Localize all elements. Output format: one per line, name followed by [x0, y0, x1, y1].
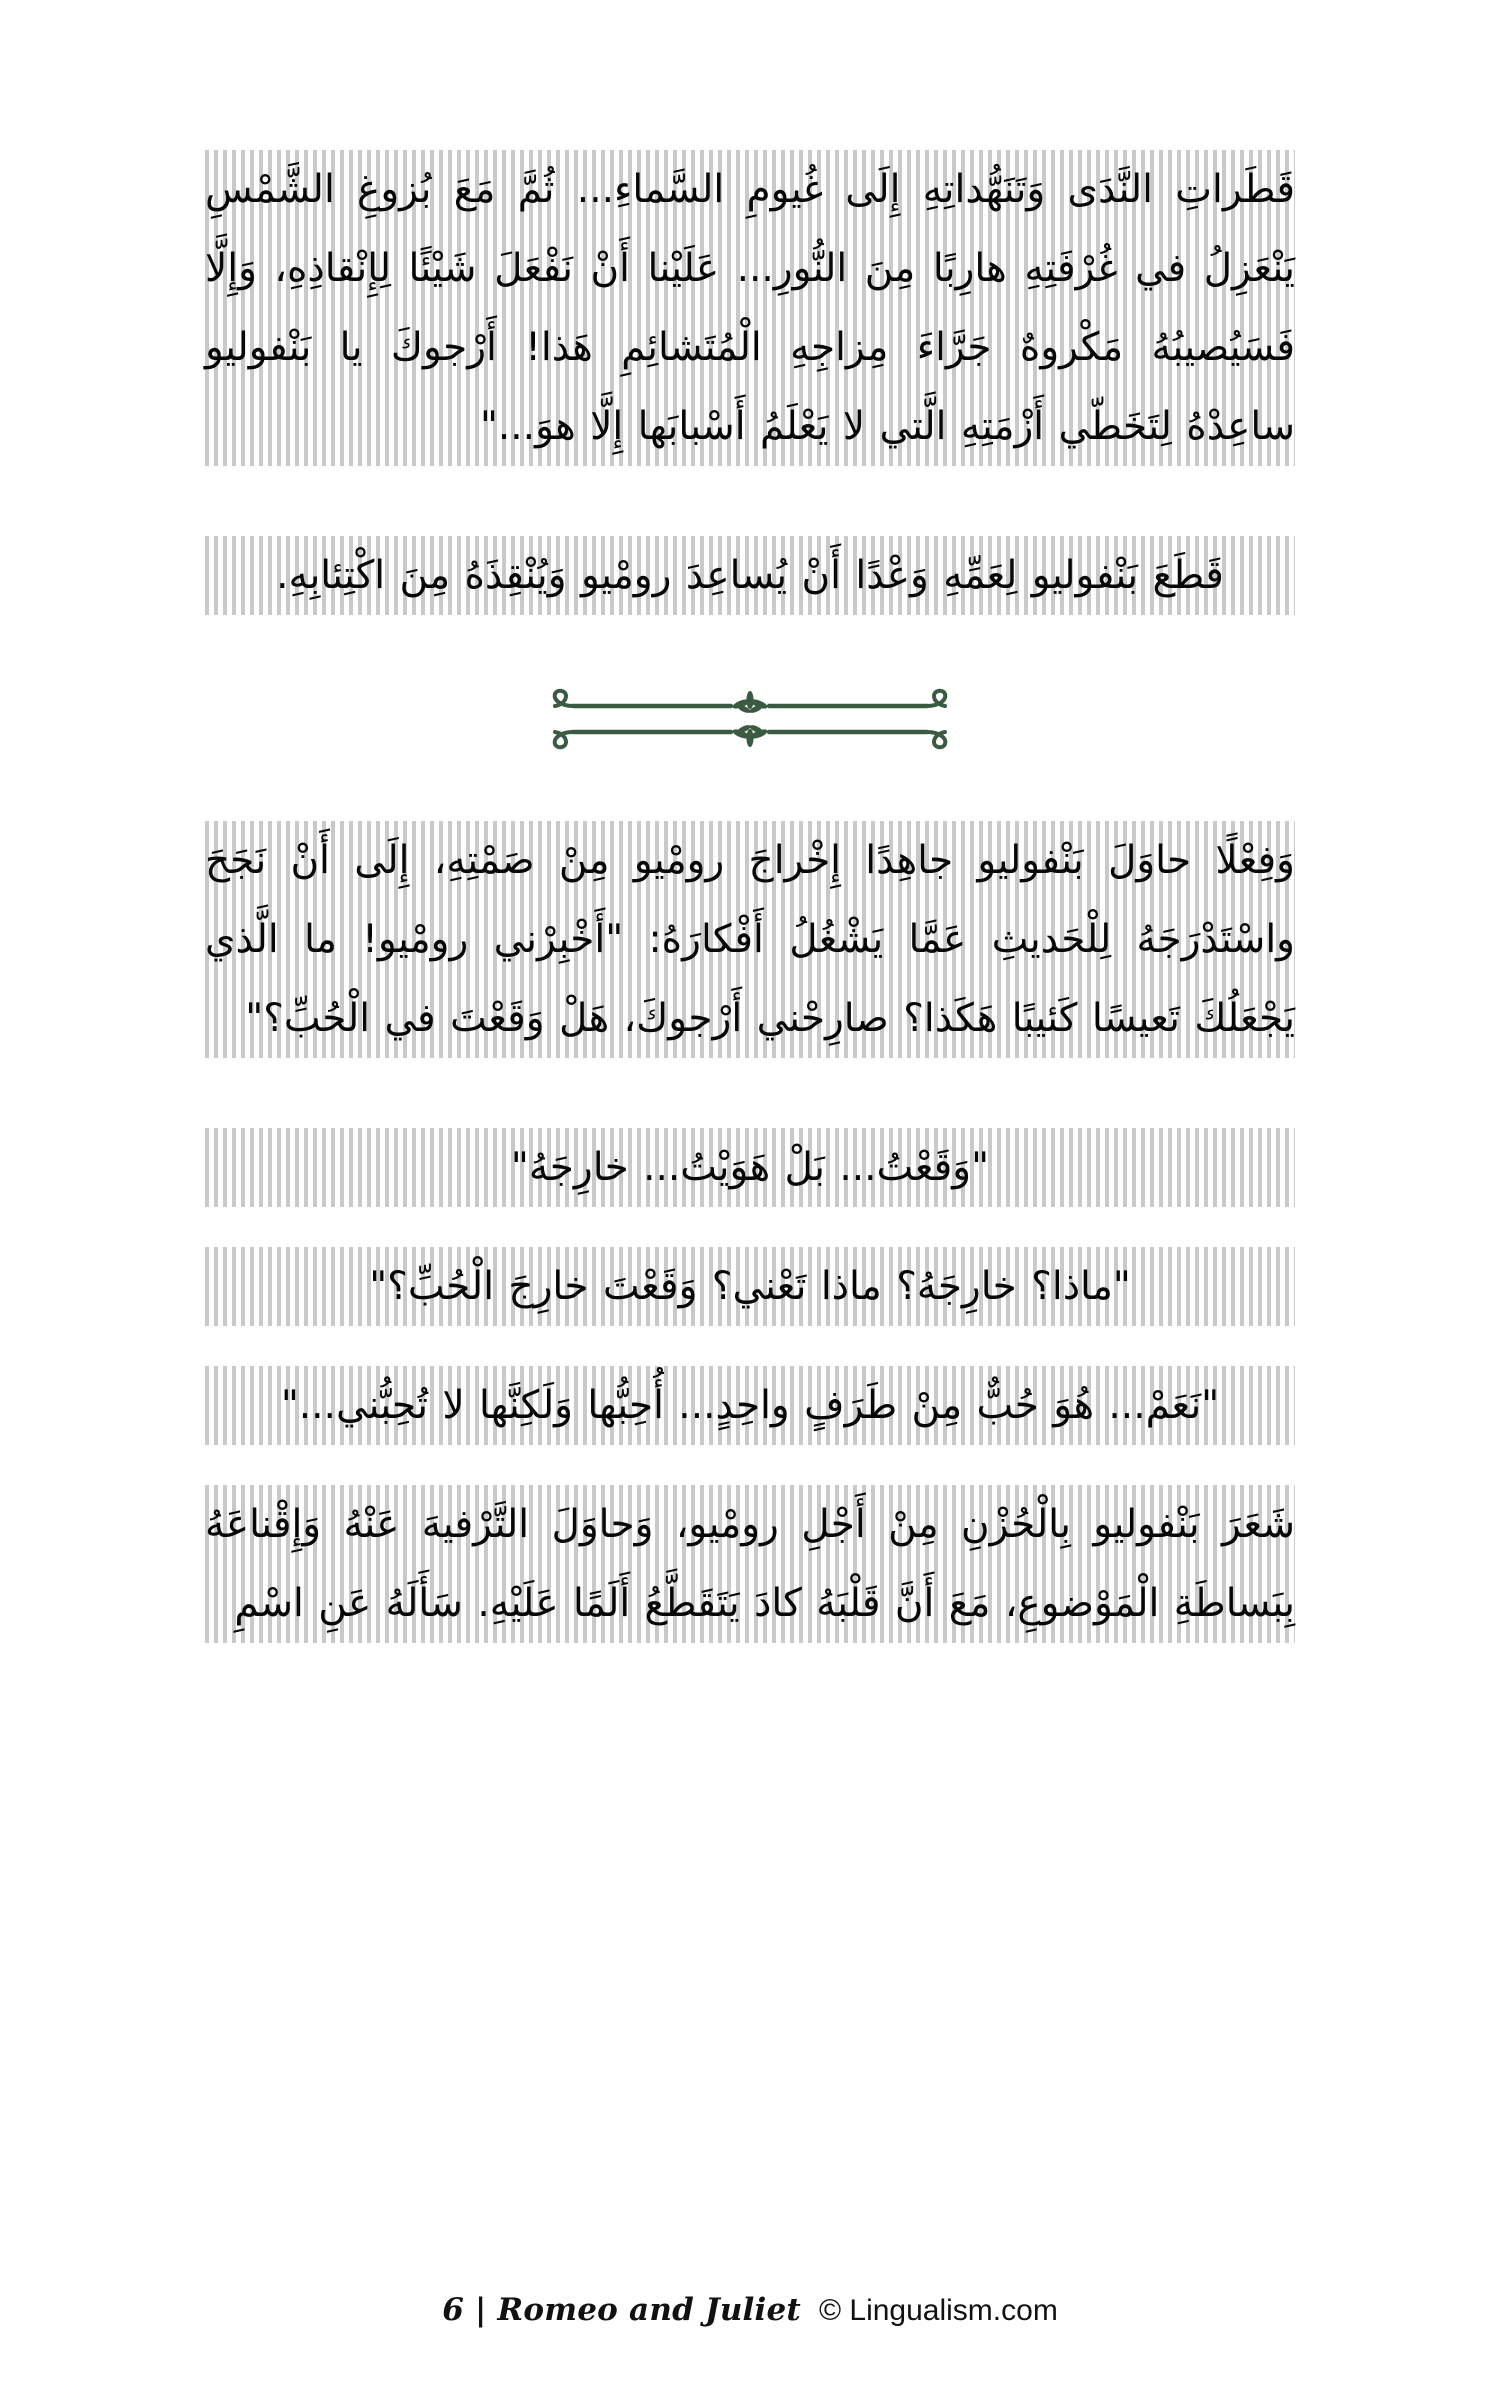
paragraph-1: قَطَراتِ النَّدَى وَتَنَهُّداتِهِ إِلَى غُيومِ السَّماءِ... ثُمَّ مَعَ بُزوغِ الشَّمْسِ يَنْعَزِلُ في غُرْفَتِهِ هارِبًا مِنَ النُّورِ... عَلَيْنا أَنْ نَفْعَلَ شَيْئًا لِإِنْقاذِهِ، وَإِلَّا فَسَيُصيبُهُ مَكْروهٌ جَرَّاءَ مِزاجِهِ الْمُتَشائِمِ هَذا! أَرْجوكَ يا بَنْفوليو ساعِدْهُ لِتَخَطّي أَزْمَتِهِ الَّتي لا يَعْلَمُ أَسْبابَها إِلَّا هوَ..." [205, 150, 1295, 466]
floral-rule-ornament-icon [535, 684, 965, 758]
paragraph-spacer [205, 480, 1295, 536]
paragraph-6: "نَعَمْ... هُوَ حُبٌّ مِنْ طَرَفٍ واحِدٍ... أُحِبُّها وَلَكِنَّها لا تُحِبُّني..." [205, 1366, 1295, 1445]
footer-book-title: 6 | Romeo and Juliet [442, 2292, 801, 2328]
footer-credit: © Lingualism.com [818, 2294, 1058, 2327]
paragraph-5: "ماذا؟ خارِجَهُ؟ ماذا تَعْني؟ وَقَعْتَ خارِجَ الْحُبِّ؟" [205, 1247, 1295, 1326]
paragraph-spacer [205, 1221, 1295, 1247]
paragraph-spacer [205, 1072, 1295, 1128]
paragraph-3: وَفِعْلًا حاوَلَ بَنْفوليو جاهِدًا إِخْراجَ رومْيو مِنْ صَمْتِهِ، إِلَى أَنْ نَجَحَ واسْتَدْرَجَهُ لِلْحَديثِ عَمَّا يَشْغُلُ أَفْكارَهُ: "أَخْبِرْني رومْيو! ما الَّذي يَجْعَلُكَ تَعيسًا كَئيبًا هَكَذا؟ صارِحْني أَرْجوكَ، هَلْ وَقَعْتَ في الْحُبِّ؟" [205, 821, 1295, 1058]
page-content [205, 150, 1295, 1657]
page-footer [0, 2292, 1500, 2328]
paragraph-2: قَطَعَ بَنْفوليو لِعَمِّهِ وَعْدًا أَنْ يُساعِدَ رومْيو وَيُنْقِذَهُ مِنَ اكْتِئابِهِ. [205, 536, 1295, 615]
paragraph-7: شَعَرَ بَنْفوليو بِالْحُزْنِ مِنْ أَجْلِ رومْيو، وَحاوَلَ التَّرْفيهَ عَنْهُ وَإِقْناعَهُ بِبَساطَةِ الْمَوْضوعِ، مَعَ أَنَّ قَلْبَهُ كادَ يَتَقَطَّعُ أَلَمًا عَلَيْهِ. سَأَلَهُ عَنِ اسْمِ [205, 1485, 1295, 1643]
paragraph-4: "وَقَعْتُ... بَلْ هَوَيْتُ... خارِجَهُ" [205, 1128, 1295, 1207]
paragraph-spacer [205, 1459, 1295, 1485]
paragraph-spacer [205, 1340, 1295, 1366]
section-divider [205, 661, 1295, 781]
leaf-motif-icon [731, 691, 768, 747]
